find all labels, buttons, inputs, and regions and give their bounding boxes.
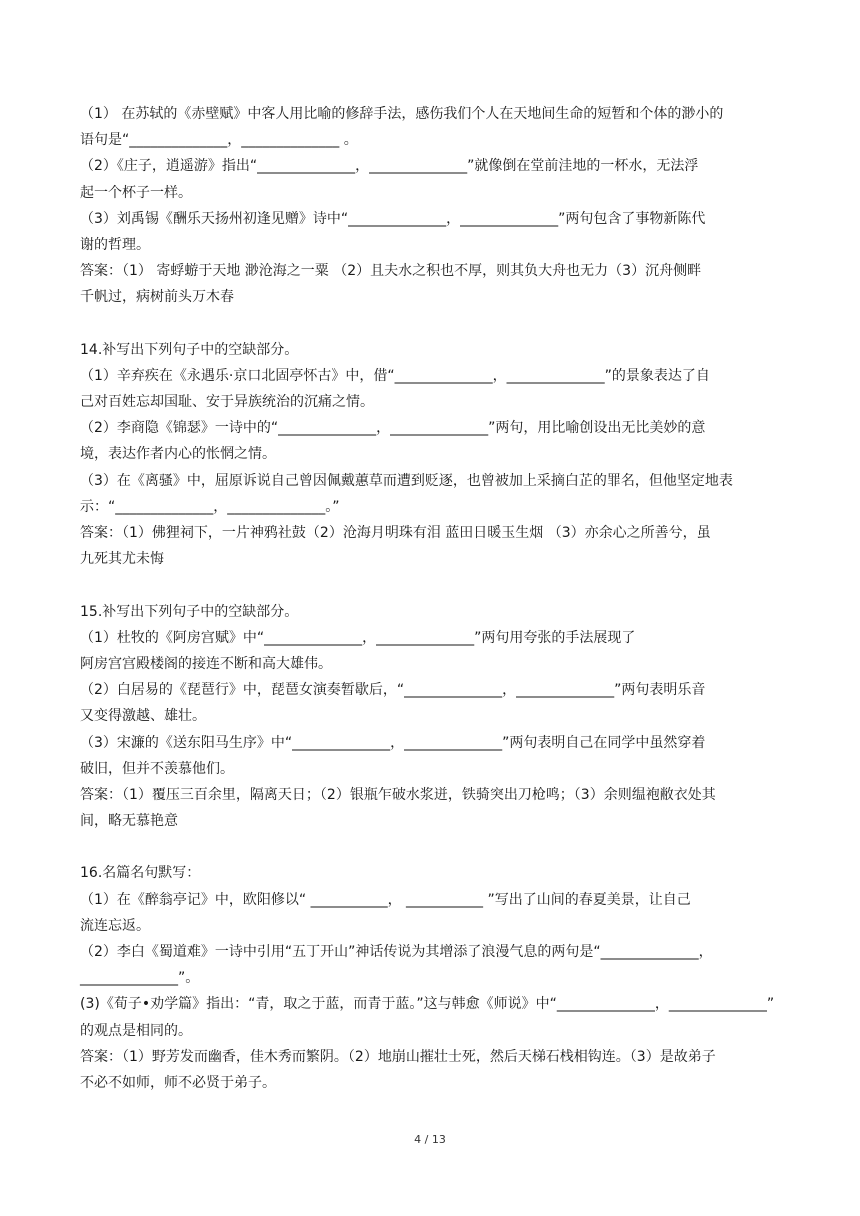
text-line: （3）在《离骚》中，屈原诉说自己曾因佩戴蕙草而遭到贬逐，也曾被加上采摘白芷的罪名，但他坚定地表 [80, 472, 733, 489]
text-line: （1）在《醉翁亭记》中，欧阳修以“ ___________， ___________ ”写出了山间的春夏美景，让自己 [80, 891, 691, 908]
answer-line: 间，略无慕艳意 [80, 813, 178, 830]
answer-line: 答案：（1）佛狸祠下，一片神鸦社鼓（2）沧海月明珠有泪 蓝田日暖玉生烟 （3）亦余心之所善兮，虽 [80, 525, 711, 541]
page-content [80, 101, 784, 1096]
text-line: （1） 在苏轼的《赤壁赋》中客人用比喻的修辞手法，感伤我们个人在天地间生命的短暂和个体的渺小的 [80, 106, 724, 122]
spacer [80, 834, 784, 860]
text-line: 的观点是相同的。 [80, 1022, 192, 1039]
text-line: (3)《荀子•劝学篇》指出：“青，取之于蓝，而青于蓝。”这与韩愈《师说》中“______________，______________” [80, 996, 775, 1013]
answer-line: 答案：（1）覆压三百余里，隔离天日；（2）银瓶乍破水浆迸，铁骑突出刀枪鸣；（3）余则缊袍敝衣处其 [80, 786, 716, 803]
text-line: 流连忘返。 [80, 917, 150, 934]
answer-line: 九死其尤未悔 [80, 551, 164, 568]
text-line: ______________”。 [80, 970, 200, 987]
question-heading: 15.补写出下列句子中的空缺部分。 [80, 603, 299, 620]
text-line: 阿房宫宫殿楼阁的接连不断和高大雄伟。 [80, 655, 332, 672]
page-number: 4 / 13 [414, 1133, 446, 1146]
text-line: 己对百姓忘却国耻、安于异族统治的沉痛之情。 [80, 394, 374, 411]
question-heading: 16.名篇名句默写： [80, 865, 201, 882]
text-line: 示：“______________，______________。” [80, 498, 340, 515]
text-line: 境，表达作者内心的怅惘之情。 [80, 446, 276, 463]
text-line: （3）宋濂的《送东阳马生序》中“______________，______________”两句表明自己在同学中虽然穿着 [80, 734, 706, 751]
text-line: （2）李商隐《锦瑟》一诗中的“______________，______________”两句，用比喻创设出无比美妙的意 [80, 420, 706, 437]
answer-line: 答案：（1）野芳发而幽香，佳木秀而繁阴。（2）地崩山摧壮士死，然后天梯石栈相钩连。（3）是故弟子 [80, 1048, 716, 1065]
text-line: 语句是“______________，______________ 。 [80, 132, 358, 149]
text-line: 又变得激越、雄壮。 [80, 708, 206, 725]
text-line: 起一个杯子一样。 [80, 184, 192, 201]
spacer [80, 311, 784, 337]
text-line: （2）李白《蜀道难》一诗中引用“五丁开山”神话传说为其增添了浪漫气息的两句是“______________， [80, 944, 713, 960]
text-line: （2）白居易的《琵琶行》中，琵琶女演奏暂歇后，“______________，______________”两句表明乐音 [80, 682, 706, 699]
text-line: （1）辛弃疾在《永遇乐·京口北固亭怀古》中，借“______________，______________”的景象表达了自 [80, 367, 710, 384]
text-line: 谢的哲理。 [80, 236, 150, 253]
text-line: （2）《庄子，逍遥游》指出“______________，______________”就像倒在堂前洼地的一杯水，无法浮 [80, 158, 699, 175]
text-line: （1）杜牧的《阿房宫赋》中“______________，______________”两句用夸张的手法展现了 [80, 629, 636, 646]
answer-line: 答案：（1） 寄蜉蝣于天地 渺沧海之一粟 （2）且夫水之积也不厚，则其负大舟也无力（3）沉舟侧畔 [80, 263, 702, 280]
spacer [80, 572, 784, 598]
answer-line: 千帆过，病树前头万木春 [80, 289, 234, 306]
answer-line: 不必不如师，师不必贤于弟子。 [80, 1074, 276, 1091]
text-line: （3）刘禹锡《酬乐天扬州初逢见赠》诗中“______________，______________”两句包含了事物新陈代 [80, 210, 706, 227]
text-line: 破旧，但并不羡慕他们。 [80, 760, 234, 777]
question-heading: 14.补写出下列句子中的空缺部分。 [80, 341, 299, 358]
